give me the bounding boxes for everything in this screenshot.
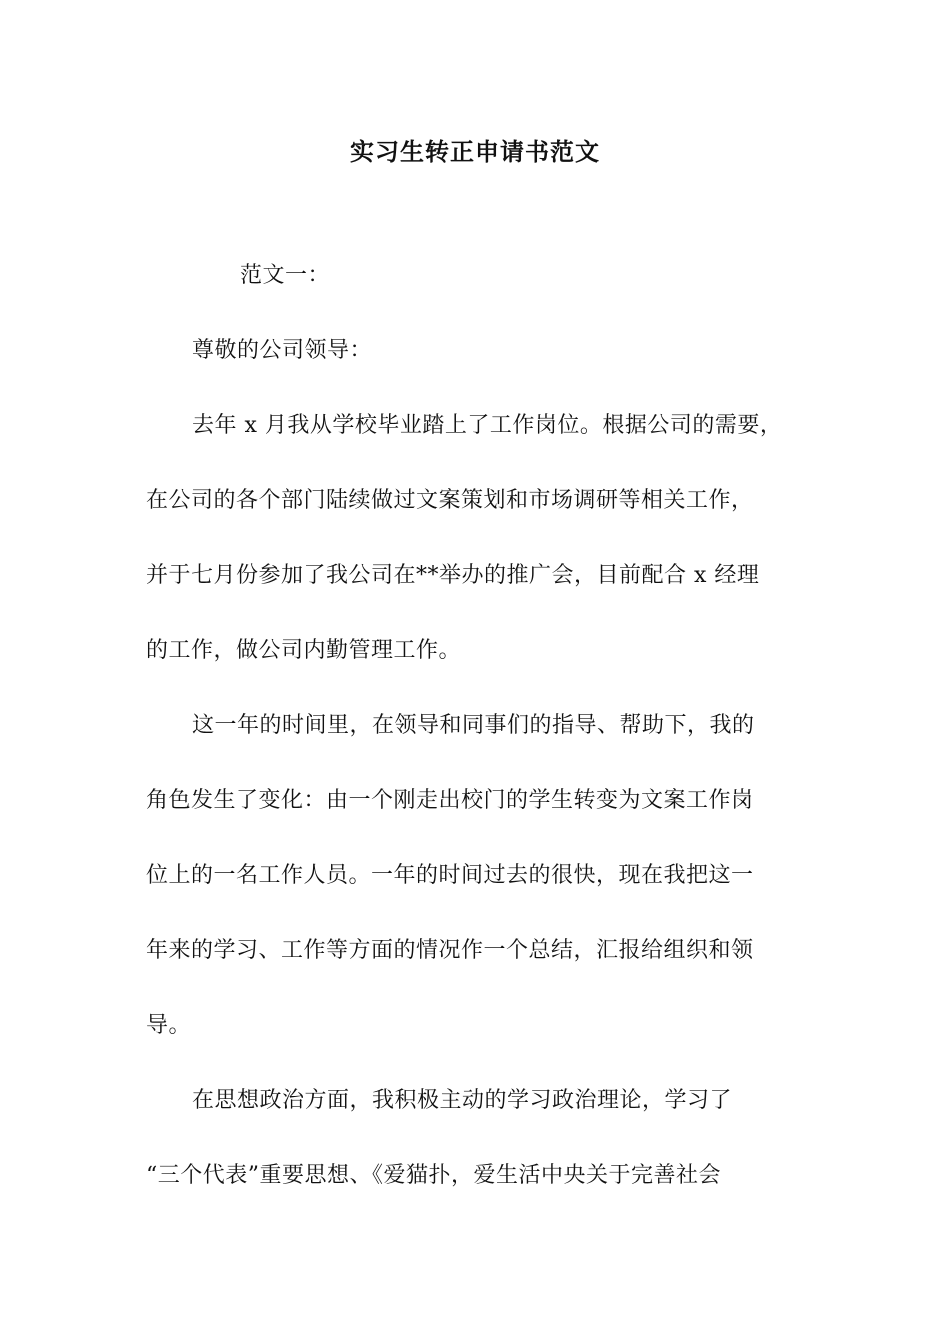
document-title: 实习生转正申请书范文	[350, 137, 600, 166]
paragraph-line: 去年 x 月我从学校毕业踏上了工作岗位。根据公司的需要，	[192, 413, 783, 438]
paragraph-line: 年来的学习、工作等方面的情况作一个总结，汇报给组织和领	[146, 938, 754, 963]
paragraph-line: 导。	[146, 1013, 192, 1038]
paragraph-line: 角色发生了变化：由一个刚走出校门的学生转变为文案工作岗	[146, 788, 754, 813]
paragraph-line: 在公司的各个部门陆续做过文案策划和市场调研等相关工作，	[146, 488, 754, 513]
paragraph-line: 这一年的时间里，在领导和同事们的指导、帮助下，我的	[192, 713, 755, 738]
paragraph-line: 的工作，做公司内勤管理工作。	[146, 638, 462, 663]
paragraph-line: 在思想政治方面，我积极主动的学习政治理论，学习了	[192, 1088, 733, 1113]
salutation: 尊敬的公司领导：	[192, 338, 373, 363]
paragraph-line: 并于七月份参加了我公司在**举办的推广会，目前配合 x 经理	[146, 563, 760, 588]
paragraph-line: 位上的一名工作人员。一年的时间过去的很快，现在我把这一	[146, 863, 754, 888]
paragraph-line: “三个代表”重要思想、《爱猫扑，爱生活中央关于完善社会	[146, 1163, 721, 1188]
section-label: 范文一：	[240, 263, 331, 288]
